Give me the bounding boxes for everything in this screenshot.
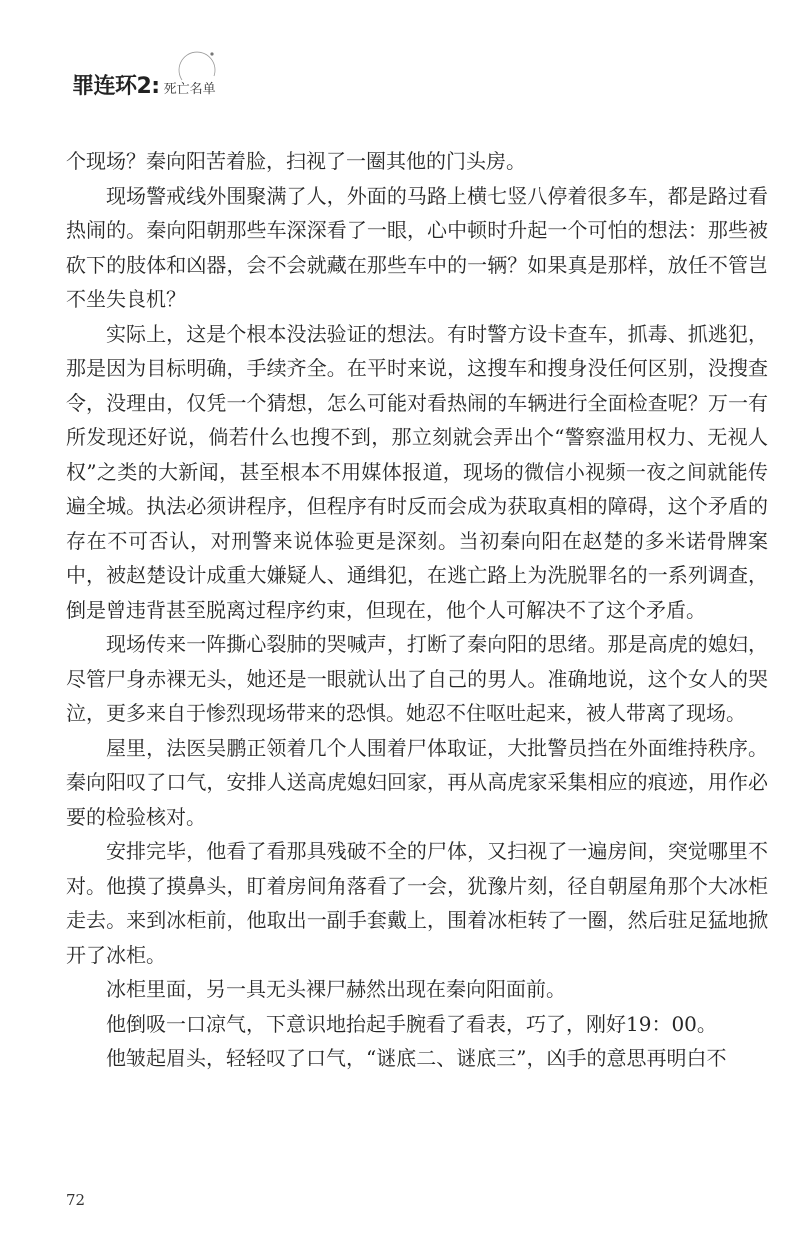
book-title: 罪连环2:: [72, 74, 160, 99]
running-header: [72, 58, 216, 98]
paragraph: 安排完毕，他看了看那具残破不全的尸体，又扫视了一遍房间，突觉哪里不对。他摸了摸鼻头，盯着房间角落看了一会，犹豫片刻，径自朝屋角那个大冰柜走去。来到冰柜前，他取出一副手套戴上，围着冰柜转了一圈，然后驻足猛地掀开了冰柜。: [66, 839, 768, 967]
paragraph: 他倒吸一口凉气，下意识地抬起手腕看了看表，巧了，刚好19：00。: [106, 1011, 717, 1036]
paragraph: 现场传来一阵撕心裂肺的哭喊声，打断了秦向阳的思绪。那是高虎的媳妇，尽管尸身赤裸无头，她还是一眼就认出了自己的男人。准确地说，这个女人的哭泣，更多来自于惨烈现场带来的恐惧。她忍不住呕吐起来，被人带离了现场。: [66, 632, 768, 725]
paragraph: 他皱起眉头，轻轻叹了口气，“谜底二、谜底三”，凶手的意思再明白不: [106, 1046, 727, 1070]
paragraph: 现场警戒线外围聚满了人，外面的马路上横七竖八停着很多车，都是路过看热闹的。秦向阳朝那些车深深看了一眼，心中顿时升起一个可怕的想法：那些被砍下的肢体和凶器，会不会就藏在那些车中的一辆？如果真是那样，放任不管岂不坐失良机？: [66, 183, 768, 311]
paragraph: 个现场？秦向阳苦着脸，扫视了一圈其他的门头房。: [66, 149, 526, 173]
body-text: [66, 144, 768, 1076]
ornament-circle-icon: [176, 46, 220, 90]
paragraph: 屋里，法医吴鹏正领着几个人围着尸体取证，大批警员挡在外面维持秩序。秦向阳叹了口气，安排人送高虎媳妇回家，再从高虎家采集相应的痕迹，用作必要的检验核对。: [66, 735, 768, 829]
book-subtitle: 死亡名单: [163, 82, 216, 97]
paragraph: 实际上，这是个根本没法验证的想法。有时警方设卡查车，抓毒、抓逃犯，那是因为目标明确，手续齐全。在平时来说，这搜车和搜身没任何区别，没搜查令，没理由，仅凭一个猜想，怎么可能对看热闹的车辆进行全面检查呢？万一有所发现还好说，倘若什么也搜不到，那立刻就会弄出个“警察滥用权力、无视人权”之类的大新闻，甚至根本不用媒体报道，现场的微信小视频一夜之间就能传遍全城。执法必须讲程序，但程序有时反而会成为获取真相的障碍，这个矛盾的存在不可否认，对刑警来说体验更是深刻。当初秦向阳在赵楚的多米诺骨牌案中，被赵楚设计成重大嫌疑人、通缉犯，在逃亡路上为洗脱罪名的一系列调查，倒是曾违背甚至脱离过程序约束，但现在，他个人可解决不了这个矛盾。: [66, 321, 768, 622]
paragraph: 冰柜里面，另一具无头裸尸赫然出现在秦向阳面前。: [106, 977, 566, 1001]
page-number: 72: [66, 1191, 86, 1209]
